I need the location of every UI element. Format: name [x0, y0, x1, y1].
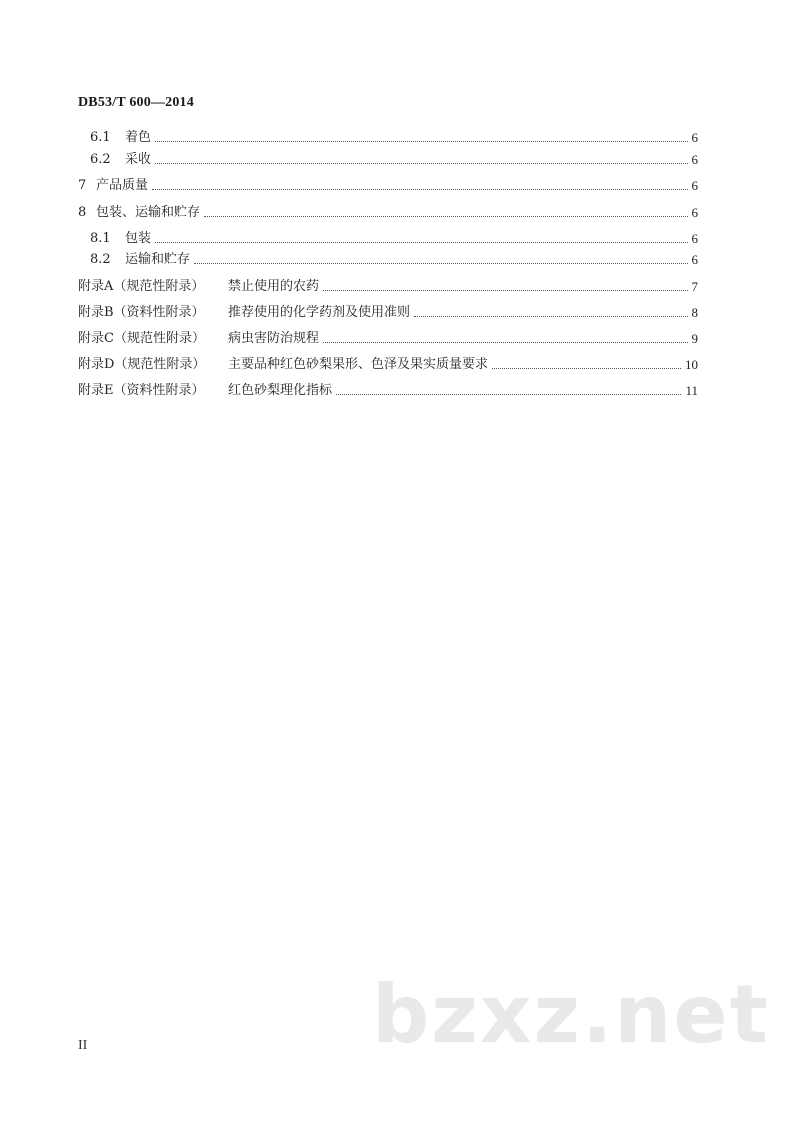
toc-page-number: 11: [685, 383, 698, 398]
toc-page-number: 6: [691, 130, 698, 145]
toc-appendix-label: 附录D（规范性附录）: [78, 357, 206, 372]
toc-entry-8-2[interactable]: [90, 250, 698, 270]
toc-leader-dots: [492, 368, 681, 369]
toc-leader-dots: [323, 290, 687, 291]
toc-page-number: 7: [691, 279, 698, 294]
toc-title: 包装: [125, 231, 152, 246]
toc-entry-8[interactable]: [78, 203, 698, 223]
toc-title: 采收: [125, 152, 152, 167]
toc-entry-appendix-e[interactable]: [78, 381, 698, 401]
toc-title: 包装、运输和贮存: [96, 205, 201, 220]
toc-page-number: 6: [691, 231, 698, 246]
toc-leader-dots: [414, 316, 687, 317]
toc-page-number: 9: [691, 331, 698, 346]
page-number: II: [78, 1038, 88, 1053]
toc-leader-dots: [204, 216, 687, 217]
toc-entry-6-1[interactable]: [90, 128, 698, 148]
toc-title: 着色: [125, 130, 152, 145]
toc-leader-dots: [155, 141, 687, 142]
toc-leader-dots: [152, 189, 687, 190]
toc-appendix-label: 附录E（资料性附录）: [78, 383, 205, 398]
toc-title: 运输和贮存: [125, 252, 191, 267]
toc-page-number: 6: [691, 178, 698, 193]
toc-leader-dots: [323, 342, 687, 343]
toc-leader-dots: [155, 163, 687, 164]
toc-number: 6.2: [90, 152, 111, 167]
toc-number: 8.1: [90, 231, 111, 246]
toc-appendix-label: 附录C（规范性附录）: [78, 331, 205, 346]
toc-leader-dots: [194, 263, 687, 264]
toc-appendix-label: 附录A（规范性附录）: [78, 279, 205, 294]
toc-entry-6-2[interactable]: [90, 150, 698, 170]
toc-title: 病虫害防治规程: [228, 331, 320, 346]
toc-page-number: 6: [691, 152, 698, 167]
toc-number: 7: [78, 178, 87, 193]
toc-number: 8.2: [90, 252, 111, 267]
toc-entry-7[interactable]: [78, 176, 698, 196]
toc-page-number: 10: [685, 357, 698, 372]
toc-number: 8: [78, 205, 87, 220]
toc-page-number: 6: [691, 205, 698, 220]
toc-page-number: 6: [691, 252, 698, 267]
toc-entry-appendix-c[interactable]: [78, 329, 698, 349]
site-watermark: bzxz.net: [372, 968, 770, 1061]
toc-entry-appendix-d[interactable]: [78, 355, 698, 375]
document-code: DB53/T 600—2014: [78, 95, 194, 110]
toc-entry-appendix-a[interactable]: [78, 277, 698, 297]
toc-title: 红色砂梨理化指标: [228, 383, 333, 398]
toc-leader-dots: [336, 394, 681, 395]
toc-appendix-label: 附录B（资料性附录）: [78, 305, 205, 320]
toc-title: 推荐使用的化学药剂及使用准则: [228, 305, 411, 320]
toc-leader-dots: [155, 242, 687, 243]
toc-title: 禁止使用的农药: [228, 279, 320, 294]
toc-entry-appendix-b[interactable]: [78, 303, 698, 323]
toc-title: 主要品种红色砂梨果形、色泽及果实质量要求: [228, 357, 489, 372]
toc-title: 产品质量: [96, 178, 149, 193]
toc-page-number: 8: [691, 305, 698, 320]
toc-number: 6.1: [90, 130, 111, 145]
toc-entry-8-1[interactable]: [90, 229, 698, 249]
